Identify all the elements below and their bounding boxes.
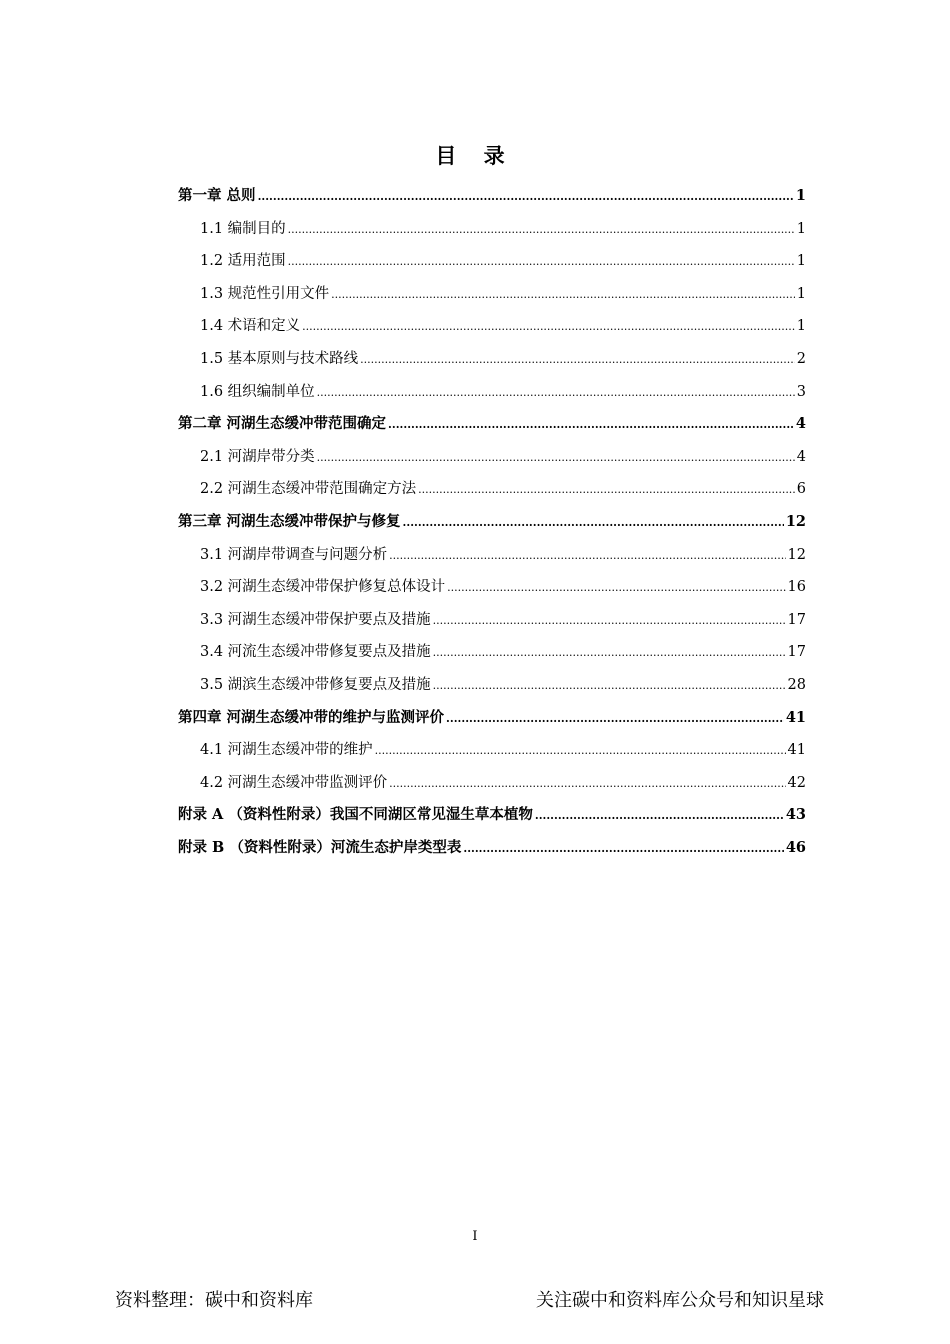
toc-section-entry[interactable] [178, 541, 806, 574]
toc-entry-page: 4 [795, 415, 806, 433]
toc-entry-page: 6 [796, 481, 806, 498]
toc-entry-label: 1.1 编制目的 [200, 220, 286, 237]
toc-dot-leader [331, 281, 795, 309]
toc-dot-leader [535, 802, 784, 830]
toc-entry-page: 16 [787, 579, 806, 596]
toc-entry-page: 12 [787, 546, 806, 563]
toc-entry-page: 28 [787, 676, 806, 693]
toc-dot-leader [433, 607, 786, 635]
toc-section-entry[interactable] [178, 736, 806, 769]
toc-entry-page: 41 [785, 708, 806, 726]
toc-entry-page: 12 [785, 512, 806, 530]
toc-entry-page: 43 [785, 806, 806, 824]
toc-section-entry[interactable] [178, 671, 806, 704]
toc-dot-leader [389, 542, 785, 570]
toc-dot-leader [418, 476, 795, 504]
toc-chapter-entry[interactable] [178, 508, 806, 541]
toc-entry-page: 17 [787, 644, 806, 661]
page-title: 目 录 [435, 144, 515, 168]
toc-section-entry[interactable] [178, 247, 806, 280]
toc-section-entry[interactable] [178, 443, 806, 476]
toc-entry-label: 3.4 河流生态缓冲带修复要点及措施 [200, 644, 431, 661]
toc-section-entry[interactable] [178, 573, 806, 606]
toc-section-entry[interactable] [178, 475, 806, 508]
toc-section-entry[interactable] [178, 606, 806, 639]
toc-section-entry[interactable] [178, 638, 806, 671]
toc-dot-leader [433, 672, 786, 700]
toc-entry-label: 3.5 湖滨生态缓冲带修复要点及措施 [200, 676, 431, 693]
toc-section-entry[interactable] [178, 280, 806, 313]
toc-dot-leader [302, 313, 795, 341]
toc-entry-page: 41 [787, 742, 806, 759]
toc-entry-page: 1 [796, 285, 806, 302]
toc-entry-label: 2.1 河湖岸带分类 [200, 448, 315, 465]
toc-entry-page: 1 [796, 220, 806, 237]
footer-left-text: 资料整理：碳中和资料库 [115, 1290, 313, 1311]
toc-entry-label: 1.6 组织编制单位 [200, 383, 315, 400]
toc-entry-label: 附录 B （资料性附录）河流生态护岸类型表 [178, 838, 462, 856]
toc-entry-label: 第一章 总则 [178, 187, 256, 204]
table-of-contents [178, 182, 806, 866]
toc-entry-label: 第三章 河湖生态缓冲带保护与修复 [178, 512, 401, 530]
toc-entry-label: 第四章 河湖生态缓冲带的维护与监测评价 [178, 708, 445, 726]
toc-dot-leader [446, 705, 784, 733]
toc-entry-page: 4 [796, 448, 806, 465]
toc-dot-leader [317, 444, 795, 472]
toc-dot-leader [288, 216, 795, 244]
toc-entry-label: 3.2 河湖生态缓冲带保护修复总体设计 [200, 579, 446, 596]
page-number: I [472, 1229, 478, 1244]
toc-entry-label: 1.5 基本原则与技术路线 [200, 350, 359, 367]
toc-section-entry[interactable] [178, 215, 806, 248]
toc-entry-label: 2.2 河湖生态缓冲带范围确定方法 [200, 481, 417, 498]
toc-entry-label: 3.3 河湖生态缓冲带保护要点及措施 [200, 611, 431, 628]
footer-right-text: 关注碳中和资料库公众号和知识星球 [536, 1290, 824, 1311]
toc-entry-page: 42 [787, 774, 806, 791]
toc-dot-leader [360, 346, 795, 374]
toc-section-entry[interactable] [178, 345, 806, 378]
toc-dot-leader [388, 411, 794, 439]
toc-section-entry[interactable] [178, 312, 806, 345]
toc-entry-label: 4.1 河湖生态缓冲带的维护 [200, 742, 373, 759]
toc-entry-page: 3 [796, 383, 806, 400]
toc-dot-leader [258, 183, 794, 211]
toc-entry-label: 1.3 规范性引用文件 [200, 285, 330, 302]
toc-entry-page: 1 [795, 187, 806, 204]
toc-dot-leader [288, 248, 795, 276]
toc-section-entry[interactable] [178, 378, 806, 411]
toc-entry-label: 1.2 适用范围 [200, 253, 286, 270]
toc-entry-label: 4.2 河湖生态缓冲带监测评价 [200, 774, 388, 791]
toc-chapter-entry[interactable] [178, 834, 806, 867]
toc-dot-leader [447, 574, 785, 602]
toc-entry-page: 1 [796, 318, 806, 335]
toc-chapter-entry[interactable] [178, 182, 806, 215]
toc-chapter-entry[interactable] [178, 801, 806, 834]
toc-dot-leader [375, 737, 786, 765]
toc-dot-leader [433, 639, 786, 667]
toc-dot-leader [389, 770, 785, 798]
toc-chapter-entry[interactable] [178, 704, 806, 737]
toc-entry-label: 3.1 河湖岸带调查与问题分析 [200, 546, 388, 563]
toc-entry-label: 附录 A （资料性附录）我国不同湖区常见湿生草本植物 [178, 806, 533, 824]
toc-entry-label: 第二章 河湖生态缓冲带范围确定 [178, 415, 387, 433]
toc-chapter-entry[interactable] [178, 410, 806, 443]
toc-section-entry[interactable] [178, 769, 806, 802]
toc-entry-page: 17 [787, 611, 806, 628]
toc-entry-page: 1 [796, 253, 806, 270]
toc-dot-leader [317, 379, 795, 407]
toc-dot-leader [463, 835, 783, 863]
toc-entry-page: 2 [796, 350, 806, 367]
toc-dot-leader [403, 509, 784, 537]
toc-entry-page: 46 [785, 838, 806, 856]
toc-entry-label: 1.4 术语和定义 [200, 318, 301, 335]
